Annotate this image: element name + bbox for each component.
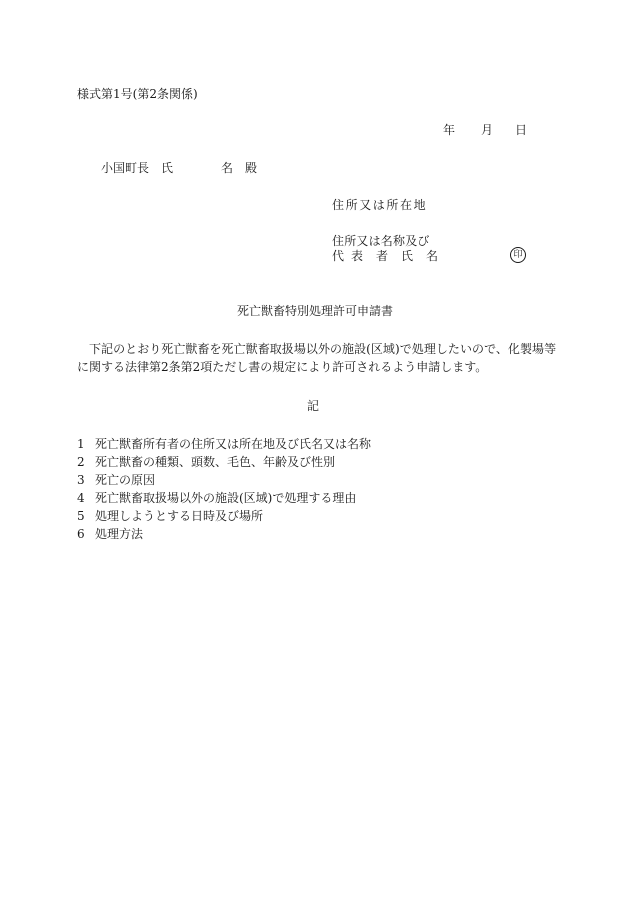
list-item-number: 1 <box>77 437 85 451</box>
applicant-address-label: 住所又は所在地 <box>332 198 428 212</box>
list-item-number: 5 <box>77 509 85 523</box>
list-item-number: 2 <box>77 455 85 469</box>
list-item-number: 6 <box>77 527 85 541</box>
list-item <box>77 525 371 543</box>
list-item-text: 死亡獣畜の種類、頭数、毛色、年齢及び性別 <box>95 455 336 469</box>
addressee-title: 小国町長 <box>101 161 150 175</box>
body-line-1: 下記のとおり死亡獣畜を死亡獣畜取扱場以外の施設(区域)で処理したいので、化製場等 <box>89 342 557 356</box>
list-item <box>77 489 371 507</box>
date-year-label: 年 <box>443 123 456 137</box>
name-label-char: 代 <box>332 249 345 263</box>
addressee-shi: 氏 <box>161 161 174 175</box>
body-paragraph <box>77 340 559 376</box>
date-month-label: 月 <box>481 123 494 137</box>
applicant-name-label-line2 <box>332 249 438 263</box>
list-item-text: 死亡の原因 <box>95 473 156 487</box>
item-list <box>77 435 371 543</box>
form-number: 様式第1号(第2条関係) <box>77 87 198 101</box>
seal-mark: 印 <box>510 247 526 263</box>
list-item-text: 死亡獣畜取扱場以外の施設(区域)で処理する理由 <box>95 491 357 505</box>
list-item-text: 処理方法 <box>95 527 144 541</box>
name-label-char: 名 <box>426 249 439 263</box>
list-item <box>77 471 371 489</box>
list-item-number: 4 <box>77 491 85 505</box>
name-label-char: 表 <box>351 249 364 263</box>
list-item-text: 死亡獣畜所有者の住所又は所在地及び氏名又は名称 <box>95 437 372 451</box>
list-item <box>77 507 371 525</box>
name-label-char: 者 <box>376 249 389 263</box>
addressee-mei: 名 <box>221 161 234 175</box>
addressee <box>101 161 257 175</box>
ki-heading: 記 <box>307 399 320 413</box>
list-item-number: 3 <box>77 473 85 487</box>
date-day-label: 日 <box>515 123 528 137</box>
document-title: 死亡獣畜特別処理許可申請書 <box>237 304 394 318</box>
list-item <box>77 453 371 471</box>
applicant-name-label-line1: 住所又は名称及び <box>332 234 430 248</box>
body-line-2: に関する法律第2条第2項ただし書の規定により許可されるよう申請します。 <box>77 360 488 374</box>
list-item-text: 処理しようとする日時及び場所 <box>95 509 264 523</box>
list-item <box>77 435 371 453</box>
addressee-den: 殿 <box>245 161 258 175</box>
name-label-char: 氏 <box>401 249 414 263</box>
